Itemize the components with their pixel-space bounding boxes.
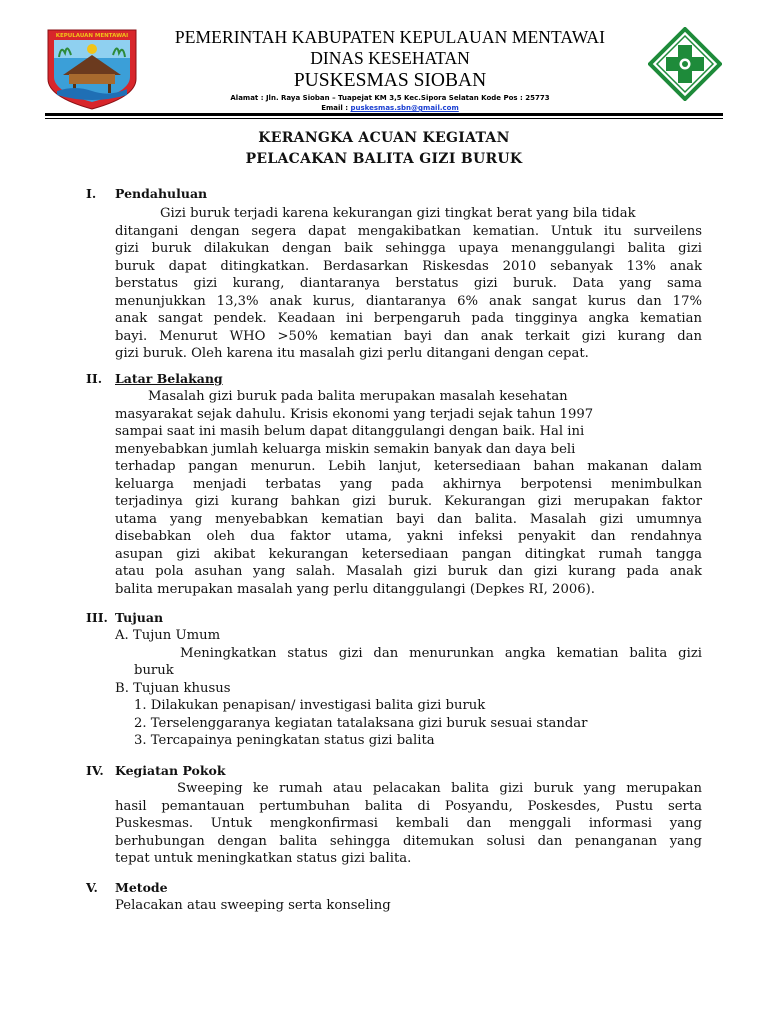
organization-name: PUSKESMAS SIOBAN	[293, 70, 487, 91]
goal-general-line: Meningkatkan status gizi dan menurunkan angka kematian balita gizi	[180, 646, 702, 661]
section-2-line: asupan gizi akibat kekurangan ketersediaan pangan ditingkat rumah tangga	[115, 546, 702, 562]
mentawai-regency-logo	[45, 27, 139, 111]
section-2-line: menyebabkan jumlah keluarga miskin semakin banyak dan daya beli	[115, 441, 576, 457]
address-line: Alamat : Jln. Raya Sioban – Tuapejat KM 3,5 Kec.Sipora Selatan Kode Pos : 25773	[230, 94, 550, 102]
puskesmas-logo	[648, 27, 722, 101]
goal-general-line: buruk	[134, 663, 174, 678]
section-1-heading: Pendahuluan	[115, 186, 208, 201]
section-4-line: Sweeping ke rumah atau pelacakan balita gizi buruk yang merupakan	[177, 781, 702, 796]
section-4-heading: Kegiatan Pokok	[115, 763, 226, 778]
goal-specific-label: B. Tujuan khusus	[115, 681, 231, 696]
section-1-line: menunjukkan 13,3% anak kurus, diantaranya 6% anak sangat kurus dan 17%	[115, 293, 702, 309]
section-1-line: ditangani dengan segera dapat mengakibatkan kematian. Untuk itu surveilens	[115, 223, 702, 239]
section-2-line: balita merupakan masalah yang perlu ditanggulangi (Depkes RI, 2006).	[115, 581, 595, 597]
letterhead	[130, 26, 650, 113]
svg-text:KEPULAUAN MENTAWAI: KEPULAUAN MENTAWAI	[55, 33, 129, 39]
section-1-line: bayi. Menurut WHO >50% kematian bayi dan anak terkait gizi kurang dan	[115, 328, 702, 344]
section-2-line: masyarakat sejak dahulu. Krisis ekonomi yang terjadi sejak tahun 1997	[115, 406, 594, 422]
section-1-line: gizi buruk dilakukan dengan baik sehingga upaya menanggulangi balita gizi	[115, 241, 702, 256]
goal-specific-item: 1. Dilakukan penapisan/ investigasi balita gizi buruk	[134, 698, 486, 713]
section-2-line: sampai saat ini masih belum dapat ditanggulangi dengan baik. Hal ini	[115, 424, 585, 439]
goal-general-label: A. Tujun Umum	[115, 628, 221, 643]
section-2-line: Masalah gizi buruk pada balita merupakan masalah kesehatan	[148, 389, 568, 404]
email-label: Email :	[321, 104, 351, 112]
document-subtitle: PELACAKAN BALITA GIZI BURUK	[245, 151, 523, 167]
document-title: KERANGKA ACUAN KEGIATAN	[258, 130, 510, 146]
section-5-line: Pelacakan atau sweeping serta konseling	[115, 898, 391, 913]
section-5-number: V.	[86, 880, 98, 895]
letterhead-rule-thick	[45, 113, 723, 116]
section-2-line: atau pola asuhan yang salah. Masalah gizi buruk dan gizi kurang pada anak	[115, 564, 702, 579]
section-2-line: terjadinya gizi kurang bahkan gizi buruk. Kekurangan gizi merupakan faktor	[115, 494, 702, 509]
section-2-heading: Latar Belakang	[115, 371, 223, 386]
section-1-line: berstatus gizi kurang, diantaranya berstatus gizi buruk. Data yang sama	[115, 276, 702, 291]
goal-specific-item: 3. Tercapainya peningkatan status gizi balita	[134, 733, 435, 748]
government-name: PEMERINTAH KABUPATEN KEPULAUAN MENTAWAI	[174, 27, 606, 47]
section-3-number: III.	[86, 610, 108, 625]
section-2-line: terhadap pangan menurun. Lebih lanjut, ketersediaan bahan makanan dalam	[115, 459, 702, 474]
goal-specific-item: 2. Terselenggaranya kegiatan tatalaksana gizi buruk sesuai standar	[134, 715, 588, 731]
section-4-number: IV.	[86, 763, 104, 778]
section-1-line: gizi buruk. Oleh karena itu masalah gizi perlu ditangani dengan cepat.	[115, 346, 589, 361]
department-name: DINAS KESEHATAN	[310, 48, 470, 68]
section-2-line: disebabkan oleh dua faktor utama, yakni infeksi penyakit dan rendahnya	[115, 529, 702, 544]
section-1-number: I.	[86, 186, 97, 201]
section-4-line: Puskesmas. Untuk mengkonfirmasi kembali dan menggali informasi yang	[115, 816, 702, 831]
section-2-line: utama yang menyebabkan kematian bayi dan balita. Masalah gizi umumnya	[115, 511, 702, 527]
section-3-heading: Tujuan	[115, 610, 164, 625]
section-4-line: tepat untuk meningkatkan status gizi balita.	[115, 851, 412, 866]
section-1-line: buruk dapat ditingkatkan. Berdasarkan Riskesdas 2010 sebanyak 13% anak	[115, 258, 702, 274]
section-1-line: anak sangat pendek. Keadaan ini berpengaruh pada tingginya angka kematian	[115, 311, 702, 326]
section-2-number: II.	[86, 371, 103, 386]
section-4-line: berhubungan dengan balita sehingga ditemukan solusi dan penanganan yang	[115, 833, 702, 849]
email-line	[130, 103, 650, 113]
section-4-line: hasil pemantauan pertumbuhan balita di Posyandu, Poskesdes, Pustu serta	[115, 798, 702, 814]
email-link[interactable]: puskesmas.sbn@gmail.com	[350, 104, 459, 112]
section-1-line: Gizi buruk terjadi karena kekurangan gizi tingkat berat yang bila tidak	[160, 206, 636, 221]
section-5-heading: Metode	[115, 880, 168, 895]
section-2-line: keluarga menjadi terbatas yang pada akhirnya berpotensi menimbulkan	[115, 476, 702, 492]
letterhead-rule-thin	[45, 118, 723, 119]
